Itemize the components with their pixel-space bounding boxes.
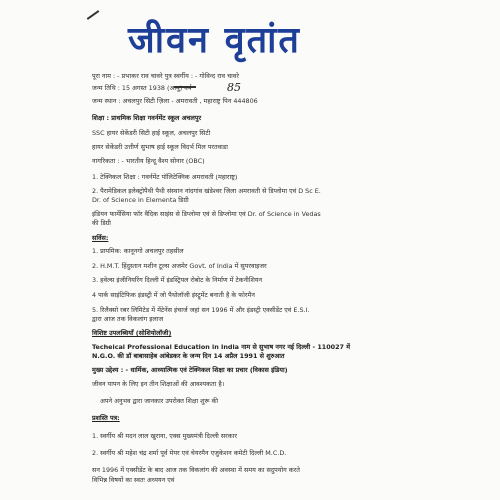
accident-line: सन 1996 में एक्सीडेंट के बाद आज तक विकलांग की अवस्था में समय का सदुपयोग करते	[92, 466, 300, 474]
education-line: शिक्षा : प्राथमिक शिक्षा गवर्नमेंट स्कूल अचलपुर	[92, 114, 202, 122]
strike-mark	[174, 80, 196, 88]
hsc-line: हायर सेकेंडरी उत्तीर्ण सुभाष हाई स्कूल विदर्भ मिल परतवाडा	[92, 143, 228, 151]
achievement-line-1: Techeical Professional Education in India नाम से सुभाष नगर नई दिल्ली - 110027 में	[92, 343, 351, 351]
citizenship-line: नागरिकता : - भारतीय हिन्दू वैश्य सोनार (OBC)	[92, 157, 205, 165]
experience-line: अपने अनुभव द्वारा जानकार उपरोक्त शिक्षा शुरू की	[100, 397, 219, 405]
dob-line: जन्म तिथि : 15 अगस्त 1938 (आयु) वर्ष	[92, 84, 192, 92]
paramedical-line: 2. पैरामेडिकल इलेक्ट्रोपैथी पैथी संस्थान नांदगांव खंडेश्वर जिला अमरावती से डिप्लोमा एवं D Sc E.	[92, 187, 321, 195]
livelihood-line: जीवन यापन के लिए इन तीन शिक्षाओं की आवश्यकता है।	[92, 380, 225, 388]
service-item-2: 2. H.M.T. हिंदुस्तान मशीन टूल्स अजमेर Govt. of India में सुपरवाइजर	[92, 262, 267, 270]
service-item-3: 3. हवेल्स इंजीनियरिंग दिल्ली में इंडस्ट्रियल रोबोट के निर्माण में टेकनीशियन	[92, 276, 263, 284]
achievements-heading: विशिष्ट उपलब्धियाँ (सोशियोलॉजी)	[92, 329, 172, 337]
pen-tick-mark	[87, 10, 100, 20]
certificates-heading: प्रशस्ति पत्र:	[92, 414, 120, 422]
indian-pharmacy-line: इंडियन फार्मेसिया फॉर वैदिक साइंस से डिप्लोमा एवं से डिप्लोमा एवं Dr. of Science in Vedas	[92, 210, 321, 218]
service-item-5-cont: द्वारा आज तक विकलांग इलाज	[92, 315, 164, 323]
document-title: जीवन वृतांत	[128, 20, 301, 61]
indian-pharmacy-degree-line: की डिग्री	[92, 219, 111, 227]
main-objective-line: मुख्य उद्देश्य : - धार्मिक, आध्यात्मिक एवं टेक्निकल शिक्षा का प्रचार (विकास इंडिया)	[92, 366, 288, 374]
service-item-1: 1. प्रायमिक: कानूनगो अचलपुर तहसील	[92, 247, 184, 255]
technical-education-line: 1. टेक्निकल शिक्षा : गवर्नमेंट पॉलिटेक्निक अमरावती (महाराष्ट्र)	[92, 173, 238, 181]
handwritten-age: 85	[227, 81, 241, 94]
achievement-line-2: N.G.O. की डॉ बाबासाहेब आंबेडकर के जन्म दिन 14 अप्रैल 1991 से शुरुआत	[92, 352, 285, 360]
birthplace-line: जन्म स्थान : अचलपुर सिटी ज़िला - अमरावती , महाराष्ट्र पिन 444806	[92, 97, 258, 105]
study-line: विभिन्न विषयों का स्वतः अध्ययन एवं	[92, 476, 175, 484]
service-heading: सर्विस:	[92, 234, 109, 242]
name-line: पूरा नाम : - प्रभाकर राव चावरे पुत्र स्वर्गीय : - गोविन्द राव चावरे	[92, 72, 239, 80]
paramedical-degree-line: Dr. of Science in Elementa डिग्री	[92, 196, 189, 204]
certificate-1: 1. स्वर्गीय श्री मदन लाल खुराना, एक्स मुख्यमंत्री दिल्ली सरकार	[92, 432, 237, 440]
ssc-line: SSC हायर सेकेंडरी सिटी हाई स्कूल, अचलपुर सिटी	[92, 129, 211, 137]
service-item-5: 5. रिलैक्सो रबर लिमिटेड में मेंटेनेंस इंचार्ज जहां सन 1996 में और इंडस्ट्री एक्सीडेंट एवं E.S.I.	[92, 306, 310, 314]
certificate-2: 2. स्वर्गीय श्री महेश चंद्र शर्मा पूर्व मेयर एवं चेयरमैन एजुकेशन कमेटी दिल्ली M.C.D.	[92, 449, 287, 457]
service-item-4: 4 पार्क साइंटिफिक इंडस्ट्री में जो पैथोलॉजी इंस्ट्रूमेंट बनाती है के फोरमैन	[92, 291, 255, 299]
